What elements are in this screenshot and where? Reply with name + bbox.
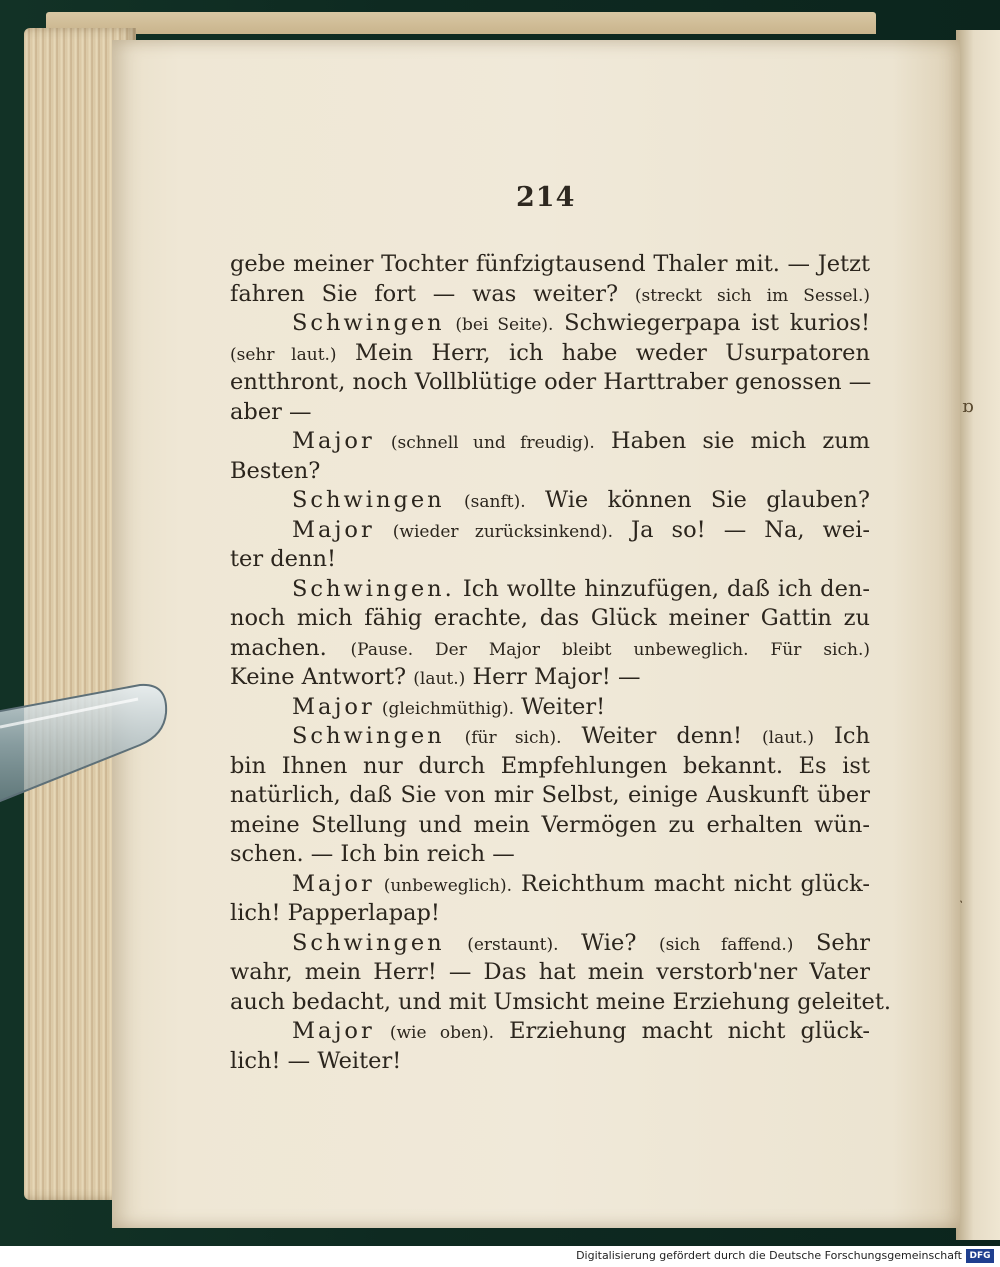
line-text: aber — — [230, 398, 312, 425]
line-text: Schwiegerpapa ist kurios! — [553, 310, 870, 336]
text-line — [230, 781, 870, 811]
line-text: wahr, mein Herr! — Das hat mein verstorb'ner Vater — [230, 959, 870, 985]
line-text: machen. — [230, 634, 351, 661]
line-text — [445, 723, 465, 749]
stage-direction: (unbeweglich). — [383, 875, 513, 896]
speaker-name: Major — [292, 516, 375, 543]
line-text — [375, 871, 384, 897]
line-text: Herr Major! — — [465, 664, 641, 690]
line-text — [375, 517, 393, 543]
speaker-name: Schwingen — [292, 487, 445, 513]
text-line — [230, 693, 870, 723]
text-line — [230, 398, 870, 428]
stage-direction: (sanft). — [464, 492, 526, 512]
line-text: Ja so! — Na, wei- — [613, 516, 870, 543]
line-text: natürlich, daß Sie von mir Selbst, einige Auskunft über — [230, 782, 870, 808]
stage-direction: (laut.) — [413, 669, 466, 689]
stage-direction: (laut.) — [762, 728, 815, 748]
line-text: Keine Antwort? — [230, 664, 414, 690]
text-line — [230, 663, 870, 693]
line-text: gebe meiner Tochter fünfzigtausend Thaler mit. — Jetzt — [230, 251, 870, 277]
facing-page-edge — [956, 30, 1000, 1240]
stage-direction: (gleichmüthig). — [381, 698, 515, 719]
footer-bar — [0, 1246, 1000, 1267]
speaker-name: Schwingen — [292, 929, 445, 956]
speaker-name: Major — [292, 693, 375, 720]
line-text: Sehr — [793, 929, 870, 956]
text-line — [230, 899, 870, 929]
line-text: Reichthum macht nicht glück- — [512, 870, 870, 897]
line-text: Wie können Sie glauben? — [525, 487, 870, 513]
line-text: Erziehung macht nicht glück- — [494, 1018, 871, 1044]
speaker-name: Schwingen — [292, 723, 445, 749]
line-text — [375, 428, 391, 454]
line-text: Weiter denn! — [561, 723, 763, 749]
stage-direction: (bei Seite). — [455, 315, 554, 335]
line-text: Wie? — [558, 929, 659, 956]
text-line — [230, 604, 870, 634]
line-text: Ich wollte hinzufügen, daß ich den- — [454, 575, 870, 602]
line-text: fahren Sie fort — was weiter? — [230, 280, 635, 307]
speaker-name: Major — [292, 1018, 375, 1044]
text-line — [230, 722, 870, 752]
text-line — [230, 457, 870, 487]
line-text: Besten? — [230, 457, 321, 484]
line-text: schen. — Ich bin reich — — [230, 841, 515, 867]
line-text — [375, 1018, 390, 1044]
line-text: noch mich fähig erachte, das Glück meiner Gattin zu — [230, 605, 870, 631]
line-text — [445, 310, 456, 336]
line-text: Mein Herr, ich habe weder Usurpatoren — [336, 339, 870, 366]
stage-direction: (sich faffend.) — [658, 934, 794, 955]
text-line — [230, 280, 870, 310]
text-line — [230, 988, 892, 1018]
speaker-name: Schwingen — [292, 310, 445, 336]
page-text — [230, 250, 892, 1076]
text-line — [230, 516, 870, 546]
line-text: meine Stellung und mein Vermögen zu erhalten wün- — [230, 811, 870, 838]
page-number: 214 — [516, 182, 576, 213]
line-text: Haben sie mich zum — [594, 428, 871, 454]
text-line — [230, 486, 870, 516]
text-line — [230, 545, 870, 575]
text-line — [230, 958, 870, 988]
text-line — [230, 575, 870, 605]
dfg-logo: DFG — [966, 1249, 994, 1263]
line-text — [375, 694, 382, 720]
stage-direction: (schnell und freudig). — [390, 433, 595, 453]
stage-direction: (Pause. Der Major bleibt unbeweglich. Für sich.) — [350, 639, 870, 660]
speaker-name: Schwingen. — [292, 575, 455, 602]
text-line — [230, 634, 870, 664]
stage-direction: (streckt sich im Sessel.) — [634, 285, 870, 306]
speaker-name: Major — [292, 428, 375, 454]
text-line — [230, 929, 870, 959]
line-text — [445, 930, 468, 956]
line-text — [445, 487, 464, 513]
line-text: Weiter! — [514, 693, 606, 720]
stage-direction: (sehr laut.) — [230, 344, 337, 365]
stage-direction: (wieder zurücksinkend). — [392, 521, 613, 542]
text-line — [230, 870, 870, 900]
bleed-through-mark: ɒ — [962, 396, 974, 417]
line-text: lich! — Weiter! — [230, 1047, 402, 1074]
line-text: auch bedacht, und mit Umsicht meine Erziehung geleitet. — [230, 988, 892, 1015]
text-line — [230, 840, 870, 870]
funding-credit: Digitalisierung gefördert durch die Deutsche Forschungsgemeinschaft — [576, 1249, 962, 1262]
text-line — [230, 309, 870, 339]
text-line — [230, 1047, 870, 1077]
stage-direction: (wie oben). — [389, 1023, 495, 1043]
text-line — [230, 250, 870, 280]
line-text: Ich — [814, 723, 870, 749]
line-text: ter denn! — [230, 546, 337, 572]
stage-direction: (für sich). — [464, 728, 562, 748]
line-text: entthront, noch Vollblütige oder Harttraber genossen — — [230, 369, 872, 395]
text-line — [230, 427, 870, 457]
text-line — [230, 1017, 870, 1047]
text-line — [230, 339, 870, 369]
stage-direction: (erstaunt). — [467, 934, 559, 955]
text-line — [230, 811, 870, 841]
speaker-name: Major — [292, 870, 375, 897]
text-line — [230, 752, 870, 782]
book-top-edge — [46, 12, 876, 34]
line-text: bin Ihnen nur durch Empfehlungen bekannt. Es ist — [230, 752, 870, 779]
text-line — [230, 368, 870, 398]
line-text: lich! Papperlapap! — [230, 900, 440, 926]
